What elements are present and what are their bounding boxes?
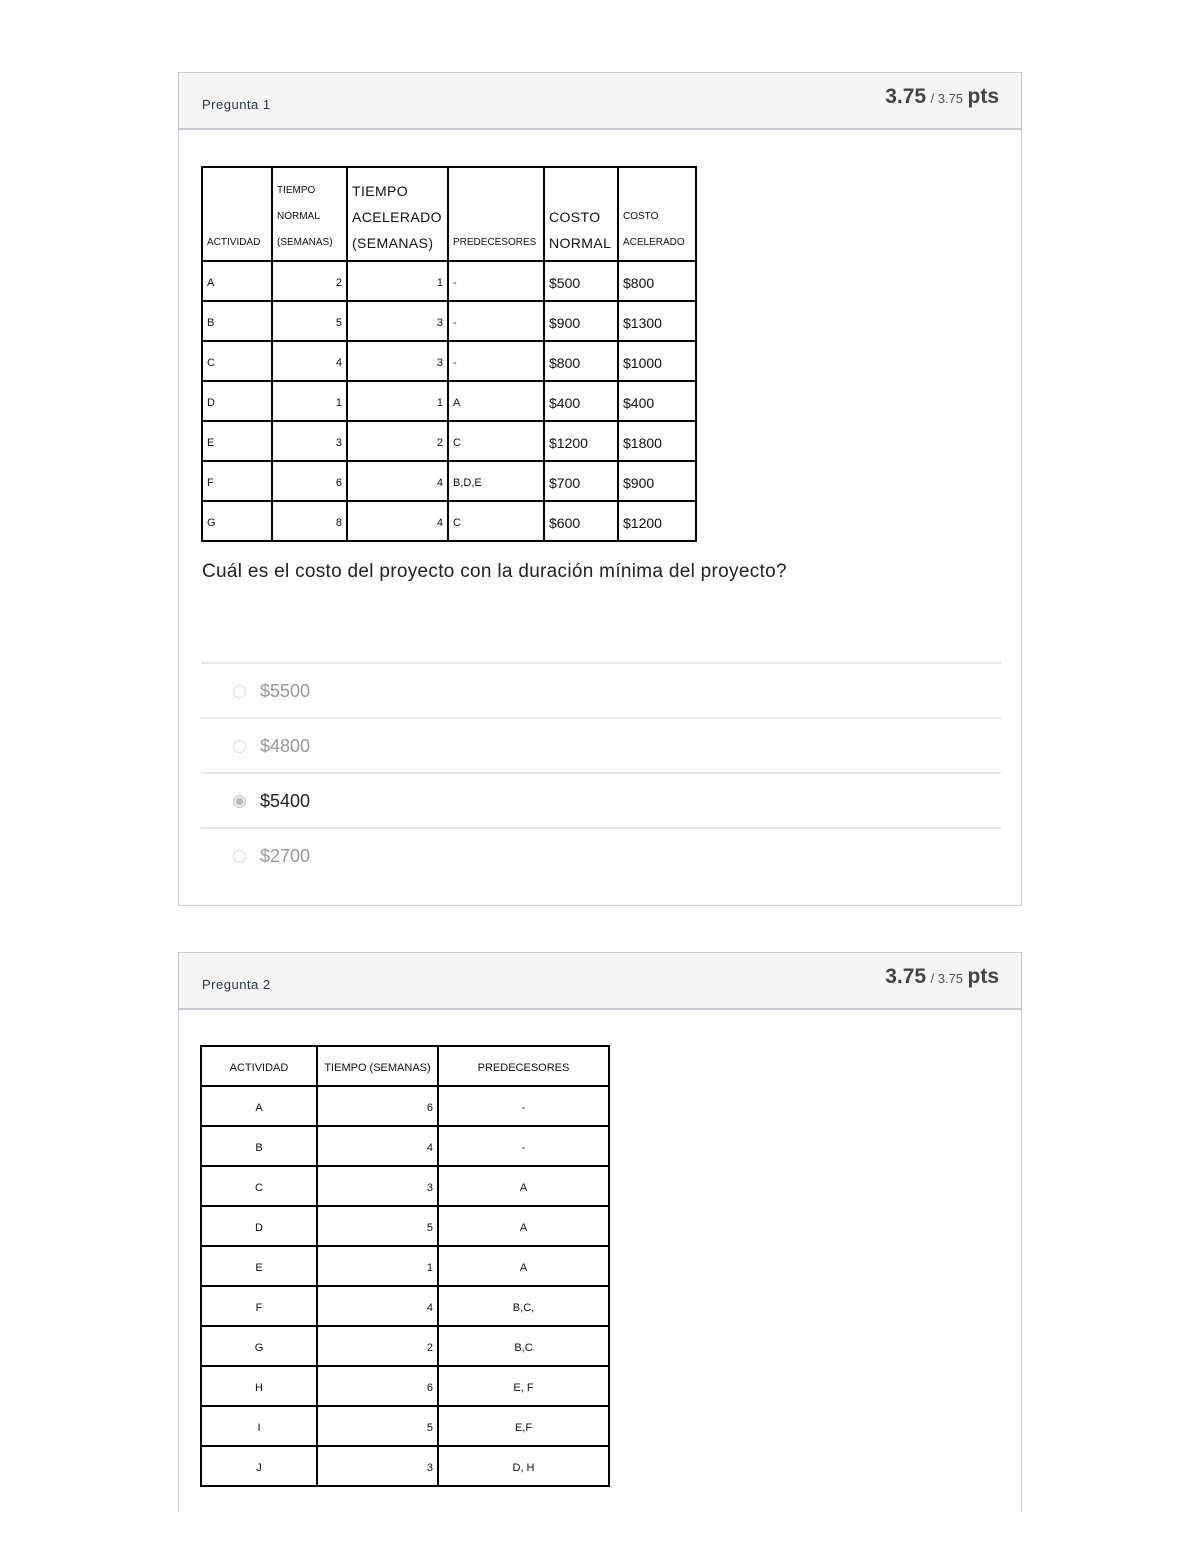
- question-1: [178, 72, 1022, 906]
- table-cell: B: [202, 301, 272, 341]
- points-unit: pts: [967, 965, 999, 988]
- table-cell: $1000: [618, 341, 696, 381]
- table-row: [201, 1406, 609, 1446]
- header-cell: COSTO ACELERADO: [618, 167, 696, 261]
- answer-option[interactable]: [201, 717, 1001, 772]
- header-cell: PREDECESORES: [448, 167, 544, 261]
- header-cell: TIEMPO ACELERADO (SEMANAS): [347, 167, 448, 261]
- table-cell: 3: [347, 341, 448, 381]
- table-cell: C: [201, 1166, 317, 1206]
- question-text: Cuál es el costo del proyecto con la duración mínima del proyecto?: [202, 561, 787, 582]
- question-title: Pregunta 1: [202, 97, 271, 112]
- table-row: [201, 1166, 609, 1206]
- points-total: / 3.75: [930, 91, 964, 106]
- table-row: [201, 1326, 609, 1366]
- table-row: [201, 1246, 609, 1286]
- table-cell: 2: [272, 261, 347, 301]
- table-cell: A: [202, 261, 272, 301]
- activity-time-table: [200, 1045, 610, 1487]
- table-cell: 2: [347, 421, 448, 461]
- table-cell: D, H: [438, 1446, 609, 1486]
- table-cell: A: [448, 381, 544, 421]
- table-cell: J: [201, 1446, 317, 1486]
- table-cell: $1200: [618, 501, 696, 541]
- answer-option-selected[interactable]: [201, 772, 1001, 827]
- table-cell: -: [448, 301, 544, 341]
- table-cell: B,C: [438, 1326, 609, 1366]
- answer-option[interactable]: [201, 662, 1001, 717]
- header-cell: TIEMPO (SEMANAS): [317, 1046, 438, 1086]
- table-cell: E,F: [438, 1406, 609, 1446]
- table-cell: B: [201, 1126, 317, 1166]
- answer-label: $5400: [260, 791, 311, 811]
- table-cell: A: [438, 1206, 609, 1246]
- table-cell: 4: [347, 501, 448, 541]
- table-cell: 4: [317, 1126, 438, 1166]
- question-points: [885, 965, 999, 989]
- table-cell: $700: [544, 461, 618, 501]
- table-cell: $900: [544, 301, 618, 341]
- answer-label: $2700: [260, 846, 311, 866]
- table-cell: A: [438, 1246, 609, 1286]
- table-cell: E, F: [438, 1366, 609, 1406]
- table-cell: -: [448, 341, 544, 381]
- header-cell: TIEMPO NORMAL (SEMANAS): [272, 167, 347, 261]
- table-cell: 8: [272, 501, 347, 541]
- table-row: [202, 301, 696, 341]
- table-cell: B,C,: [438, 1286, 609, 1326]
- radio-button[interactable]: [233, 850, 246, 863]
- table-cell: D: [202, 381, 272, 421]
- table-cell: 1: [272, 381, 347, 421]
- table-row: [201, 1366, 609, 1406]
- table-cell: 1: [317, 1246, 438, 1286]
- table-cell: G: [202, 501, 272, 541]
- table-row: [202, 501, 696, 541]
- table-cell: 3: [347, 301, 448, 341]
- table-cell: $600: [544, 501, 618, 541]
- question-title: Pregunta 2: [202, 977, 271, 992]
- table-header-row: [201, 1046, 609, 1086]
- table-row: [202, 341, 696, 381]
- table-cell: E: [202, 421, 272, 461]
- answer-label: $5500: [260, 681, 311, 701]
- table-cell: C: [202, 341, 272, 381]
- table-cell: 6: [272, 461, 347, 501]
- table-cell: 1: [347, 261, 448, 301]
- table-row: [202, 421, 696, 461]
- answer-option[interactable]: [201, 827, 1001, 882]
- table-row: [202, 261, 696, 301]
- table-cell: $400: [544, 381, 618, 421]
- table-cell: F: [202, 461, 272, 501]
- table-row: [201, 1086, 609, 1126]
- table-cell: C: [448, 501, 544, 541]
- table-cell: $1200: [544, 421, 618, 461]
- table-cell: -: [438, 1126, 609, 1166]
- table-cell: -: [448, 261, 544, 301]
- radio-button[interactable]: [233, 685, 246, 698]
- table-cell: 2: [317, 1326, 438, 1366]
- table-row: [201, 1446, 609, 1486]
- points-total: / 3.75: [930, 971, 964, 986]
- table-cell: C: [448, 421, 544, 461]
- table-row: [201, 1286, 609, 1326]
- question-header: [179, 953, 1021, 1010]
- table-cell: $500: [544, 261, 618, 301]
- radio-button[interactable]: [233, 740, 246, 753]
- header-cell: COSTO NORMAL: [544, 167, 618, 261]
- table-cell: E: [201, 1246, 317, 1286]
- table-row: [201, 1206, 609, 1246]
- points-unit: pts: [967, 85, 999, 108]
- table-cell: 4: [317, 1286, 438, 1326]
- table-body: [202, 261, 696, 541]
- table-cell: B,D,E: [448, 461, 544, 501]
- question-header: [179, 73, 1021, 130]
- table-cell: 5: [317, 1406, 438, 1446]
- table-row: [201, 1126, 609, 1166]
- table-cell: $800: [544, 341, 618, 381]
- table-cell: A: [201, 1086, 317, 1126]
- table-cell: D: [201, 1206, 317, 1246]
- activity-cost-table: [201, 166, 697, 542]
- table-cell: I: [201, 1406, 317, 1446]
- table-cell: F: [201, 1286, 317, 1326]
- table-cell: G: [201, 1326, 317, 1366]
- points-score: 3.75: [885, 85, 927, 108]
- table-row: [202, 381, 696, 421]
- table-header-row: [202, 167, 696, 261]
- question-points: [885, 85, 999, 109]
- table-cell: 3: [317, 1166, 438, 1206]
- header-cell: ACTIVIDAD: [202, 167, 272, 261]
- radio-button-checked[interactable]: [233, 795, 246, 808]
- table-cell: $900: [618, 461, 696, 501]
- table-cell: $400: [618, 381, 696, 421]
- table-cell: 4: [272, 341, 347, 381]
- header-cell: PREDECESORES: [438, 1046, 609, 1086]
- table-cell: 5: [317, 1206, 438, 1246]
- table-cell: 4: [347, 461, 448, 501]
- table-cell: 6: [317, 1086, 438, 1126]
- table-cell: 5: [272, 301, 347, 341]
- table-cell: 3: [317, 1446, 438, 1486]
- table-cell: A: [438, 1166, 609, 1206]
- points-score: 3.75: [885, 965, 927, 988]
- table-cell: $1300: [618, 301, 696, 341]
- table-cell: 3: [272, 421, 347, 461]
- table-cell: -: [438, 1086, 609, 1126]
- table-body: [201, 1086, 609, 1486]
- table-row: [202, 461, 696, 501]
- table-cell: $1800: [618, 421, 696, 461]
- header-cell: ACTIVIDAD: [201, 1046, 317, 1086]
- table-cell: 6: [317, 1366, 438, 1406]
- table-cell: 1: [347, 381, 448, 421]
- answer-list: [201, 662, 1001, 882]
- table-cell: H: [201, 1366, 317, 1406]
- answer-label: $4800: [260, 736, 311, 756]
- table-cell: $800: [618, 261, 696, 301]
